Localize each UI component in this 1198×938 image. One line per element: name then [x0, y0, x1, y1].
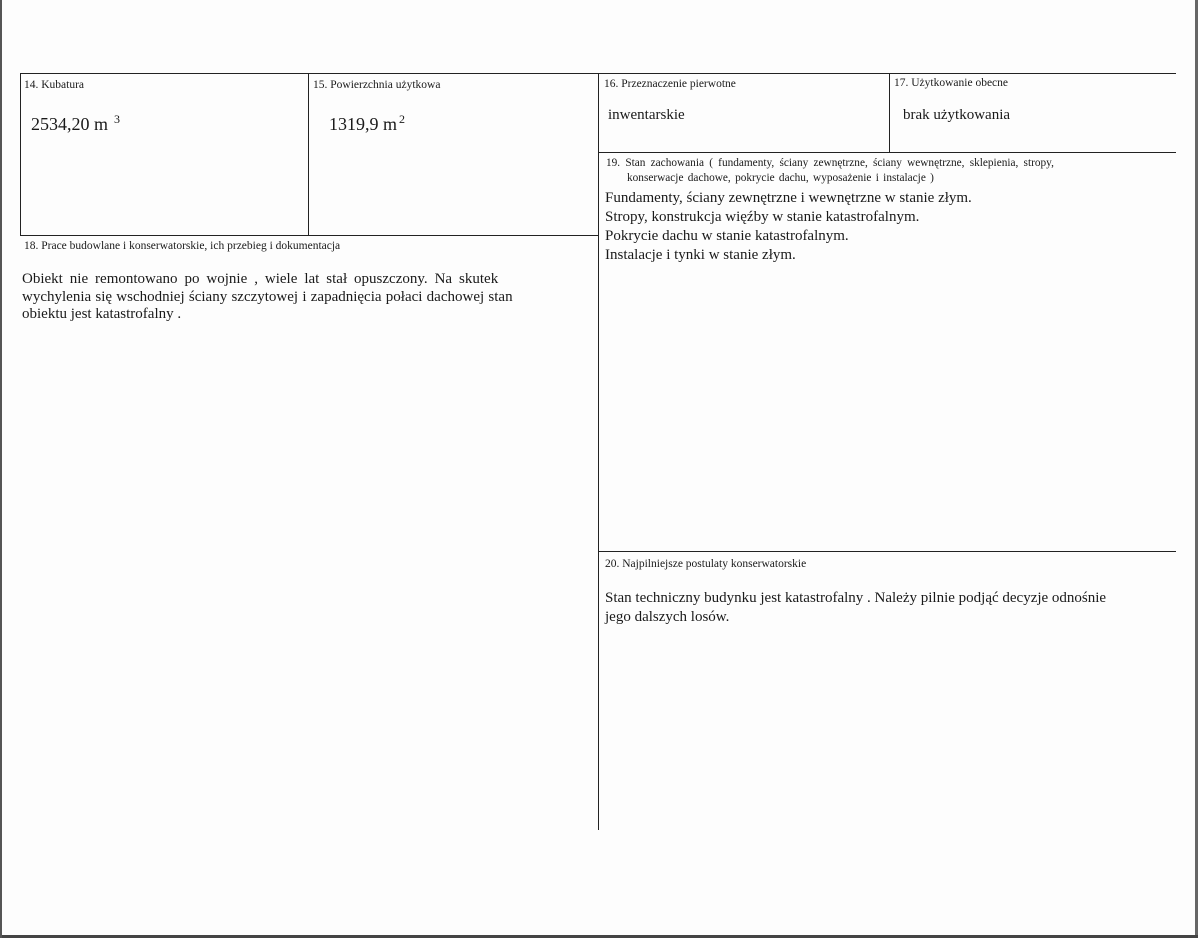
- field-17-label: 17. Użytkowanie obecne: [894, 77, 1009, 89]
- field-18-line-2: wychylenia się wschodniej ściany szczytowej i zapadnięcia połaci dachowej stan: [22, 288, 513, 305]
- field-14-label: 14. Kubatura: [24, 79, 85, 91]
- field-14-unit-exponent: 3: [114, 112, 121, 126]
- field-18-label: 18. Prace budowlane i konserwatorskie, ich przebieg i dokumentacja: [24, 240, 341, 252]
- field-17-value: brak użytkowania: [903, 107, 1011, 123]
- field-19-line-2: Stropy, konstrukcja więźby w stanie katastrofalnym.: [605, 209, 920, 225]
- field-19-text: [605, 189, 1175, 265]
- field-19-label-line-1: 19. Stan zachowania ( fundamenty, ściany zewnętrzne, ściany wewnętrzne, sklepienia, stropy,: [606, 157, 1054, 169]
- field-18-text: [22, 271, 596, 324]
- field-19-line-4: Instalacje i tynki w stanie złym.: [605, 247, 796, 263]
- line-19-bottom: [599, 551, 1176, 552]
- field-19-label-line-2: konserwacje dachowe, pokrycie dachu, wyposażenie i instalacje ): [627, 172, 934, 184]
- field-16-label: 16. Przeznaczenie pierwotne: [604, 78, 736, 90]
- field-15-label: 15. Powierzchnia użytkowa: [313, 79, 441, 91]
- divider-16-17: [889, 74, 890, 152]
- left-edge-14: [20, 74, 21, 236]
- divider-14-15: [308, 74, 309, 236]
- field-15-unit-exponent: 2: [399, 112, 406, 126]
- field-19-line-3: Pokrycie dachu w stanie katastrofalnym.: [605, 228, 849, 244]
- center-divider: [598, 74, 599, 830]
- field-20-line-1: Stan techniczny budynku jest katastrofalny . Należy pilnie podjąć decyzje odnośnie: [605, 590, 1107, 606]
- field-16-value: inwentarskie: [608, 107, 685, 123]
- field-18-line-3: obiektu jest katastrofalny .: [22, 306, 182, 323]
- field-15-number: 1319,9 m: [329, 114, 398, 134]
- field-15-value: [329, 108, 405, 135]
- field-18-line-1: Obiekt nie remontowano po wojnie , wiele lat stał opuszczony. Na skutek: [22, 271, 499, 287]
- field-19-line-1: Fundamenty, ściany zewnętrzne i wewnętrzne w stanie złym.: [605, 190, 972, 206]
- line-14-15-bottom: [20, 235, 598, 236]
- field-14-value: [31, 108, 120, 135]
- field-20-line-2: jego dalszych losów.: [605, 609, 730, 625]
- field-20-label: 20. Najpilniejsze postulaty konserwatorskie: [605, 558, 807, 570]
- field-20-text: [605, 589, 1195, 627]
- field-14-number: 2534,20 m: [31, 114, 109, 134]
- line-16-17-bottom: [599, 152, 1176, 153]
